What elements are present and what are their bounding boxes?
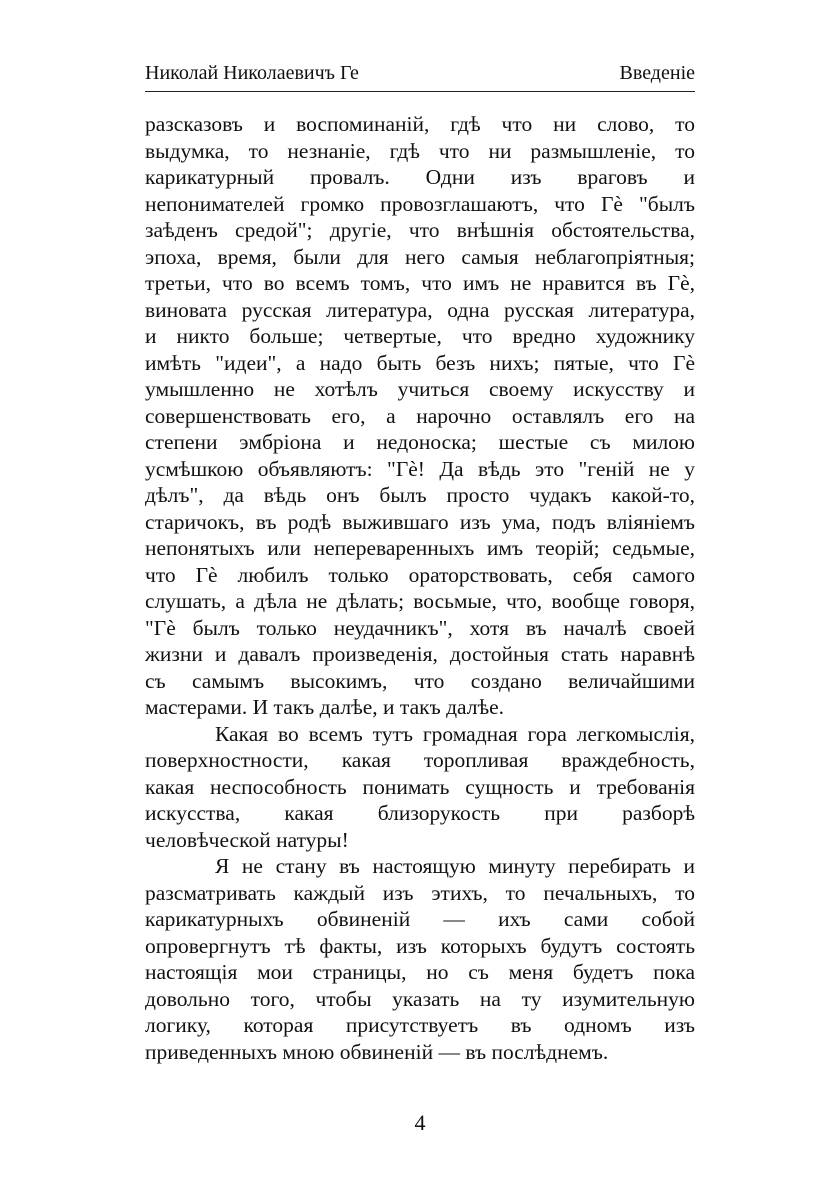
text-line: настоящія мои страницы, но съ меня будетъ пока bbox=[145, 960, 695, 984]
text-line: эпоха, время, были для него самыя неблагопріятныя; bbox=[145, 244, 695, 269]
text-line: и никто больше; четвертые, что вредно художнику bbox=[145, 324, 695, 348]
text-line: поверхностности, какая торопливая враждебность, bbox=[145, 748, 695, 772]
text-line: совершенствовать его, а нарочно оставлялъ его на bbox=[145, 403, 695, 428]
text-line: человѣческой натуры! bbox=[145, 827, 349, 852]
text-line: карикатурныхъ обвиненій — ихъ сами собой bbox=[145, 907, 695, 931]
text-line: третьи, что во всемъ томъ, что имъ не нравится въ Гè, bbox=[145, 271, 695, 295]
text-line: умышленно не хотѣлъ учиться своему искусству и bbox=[145, 377, 695, 401]
text-line: непонимателей громко провозглашаютъ, что Гè "былъ bbox=[145, 191, 695, 216]
text-line: жизни и давалъ произведенія, достойныя стать наравнѣ bbox=[145, 642, 695, 666]
text-line: разсказовъ и воспоминаній, гдѣ что ни слово, то bbox=[145, 112, 695, 136]
text-line: Я не стану въ настоящую минуту перебирать и bbox=[215, 854, 695, 878]
text-line: что Гè любилъ только ораторствовать, себя самого bbox=[145, 562, 695, 587]
text-line: Какая во всемъ тутъ громадная гора легкомыслія, bbox=[215, 721, 695, 746]
text-line: виновата русская литература, одна русская литература, bbox=[145, 297, 695, 322]
text-line: выдумка, то незнаніе, гдѣ что ни размышленіе, то bbox=[145, 138, 695, 163]
running-header bbox=[145, 55, 695, 92]
text-line: дѣлъ", да вѣдь онъ былъ просто чудакъ какой-то, bbox=[145, 483, 695, 507]
text-line: имѣть "идеи", а надо быть безъ нихъ; пятые, что Гè bbox=[145, 350, 695, 375]
text-line: съ самымъ высокимъ, что создано величайшими bbox=[145, 668, 695, 693]
text-line: слушать, а дѣла не дѣлать; восьмые, что, вообще говоря, bbox=[145, 589, 695, 613]
text-line: логику, которая присутствуетъ въ одномъ изъ bbox=[145, 1013, 695, 1037]
text-line: непонятыхъ или непереваренныхъ имъ теорій; седьмые, bbox=[145, 536, 695, 560]
text-line: приведенныхъ мною обвиненій — въ послѣднемъ. bbox=[145, 1039, 609, 1064]
text-line: какая неспособность понимать сущность и требованія bbox=[145, 774, 695, 799]
text-line: довольно того, чтобы указать на ту изумительную bbox=[145, 986, 695, 1011]
text-line: заѣденъ средой"; другіе, что внѣшнія обстоятельства, bbox=[145, 218, 695, 242]
text-line: карикатурный провалъ. Одни изъ враговъ и bbox=[145, 165, 695, 189]
text-line: разсматривать каждый изъ этихъ, то печальныхъ, то bbox=[145, 880, 695, 905]
text-line: искусства, какая близорукость при разборѣ bbox=[145, 801, 695, 825]
text-line: степени эмбріона и недоноска; шестые съ милою bbox=[145, 430, 695, 454]
text-line: усмѣшкою объявляютъ: "Гè! Да вѣдь это "геній не у bbox=[145, 456, 695, 481]
text-line: старичокъ, въ родѣ выжившаго изъ ума, подъ вліяніемъ bbox=[145, 509, 695, 534]
text-line: "Гè былъ только неудачникъ", хотя въ началѣ своей bbox=[145, 615, 695, 640]
text-line: опровергнутъ тѣ факты, изъ которыхъ будутъ состоять bbox=[145, 933, 695, 958]
text-line: мастерами. И такъ далѣе, и такъ далѣе. bbox=[145, 695, 505, 719]
header-section: Введеніе bbox=[619, 62, 695, 84]
page-number: 4 bbox=[414, 1110, 426, 1135]
header-author: Николай Николаевичъ Ге bbox=[145, 62, 359, 84]
page-text bbox=[145, 111, 695, 1065]
